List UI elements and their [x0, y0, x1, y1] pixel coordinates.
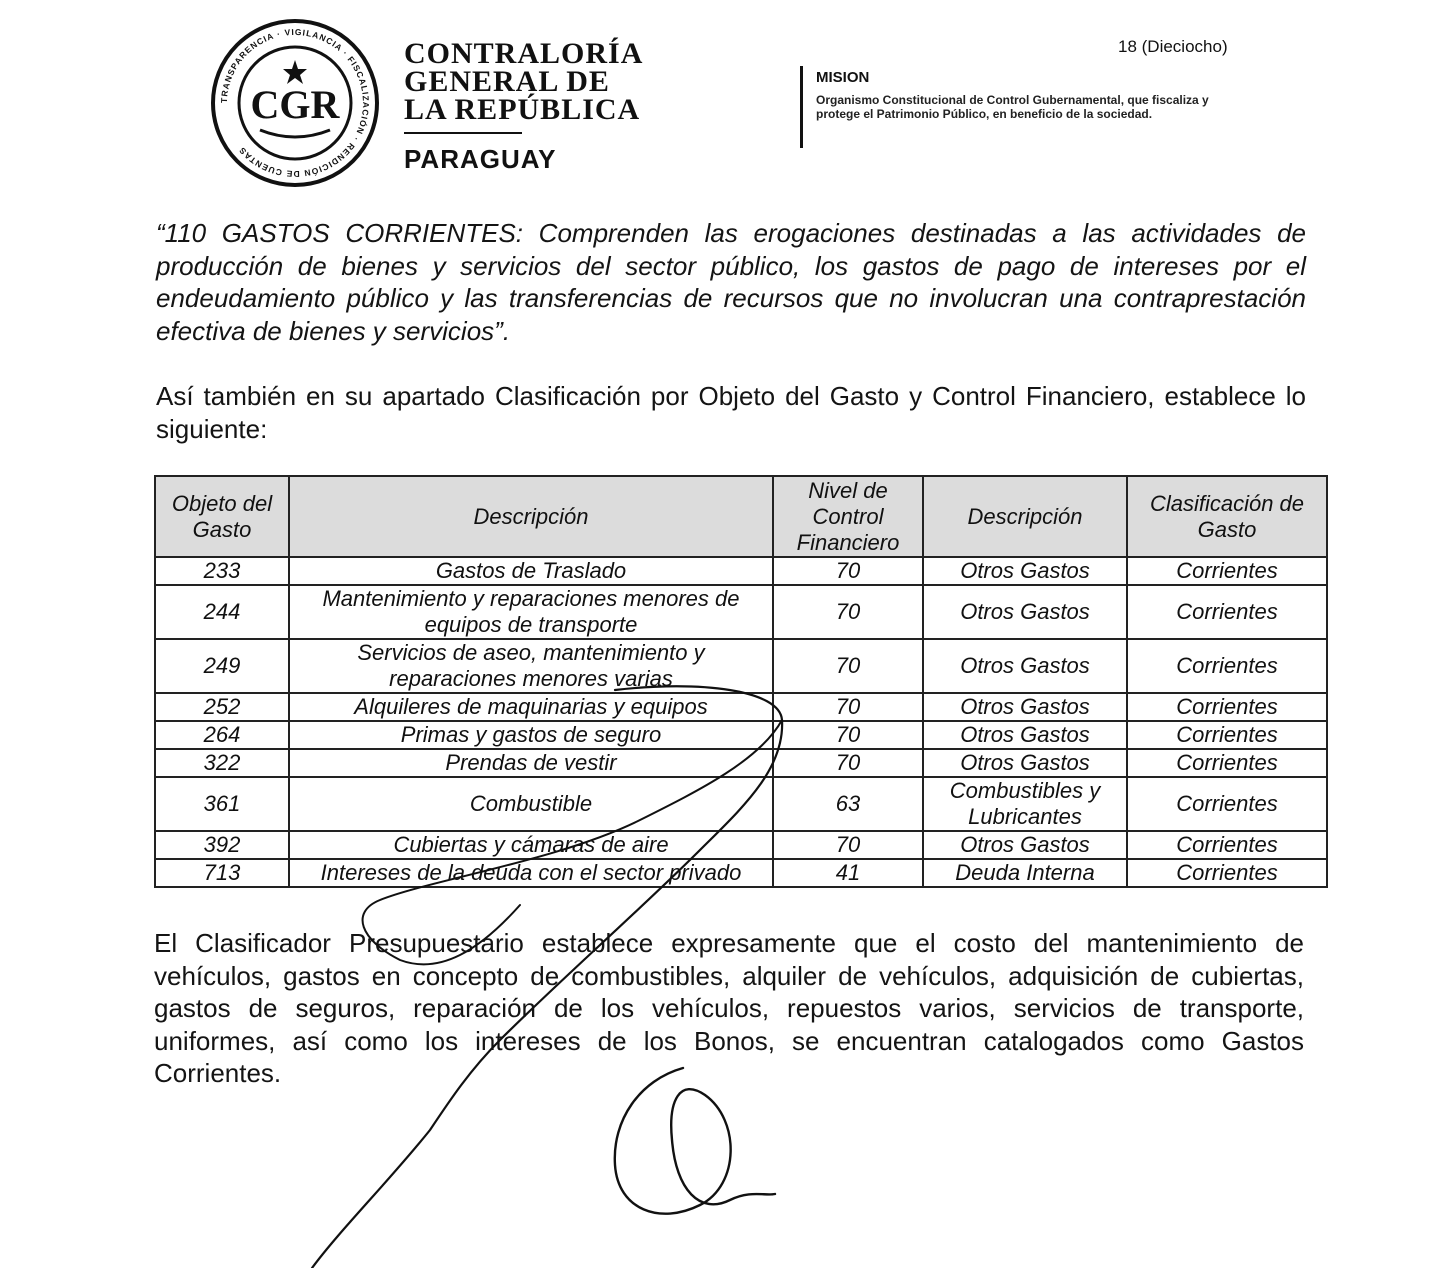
cell-descripcion-control: Combustibles y Lubricantes — [923, 777, 1127, 831]
org-name-line3: LA REPÚBLICA — [404, 93, 641, 126]
cell-nivel: 70 — [773, 557, 923, 585]
cell-descripcion: Combustible — [289, 777, 773, 831]
signature-stroke-initial — [615, 1068, 775, 1214]
cell-objeto: 361 — [155, 777, 289, 831]
table-row — [155, 777, 1327, 831]
cell-descripcion-control: Otros Gastos — [923, 749, 1127, 777]
laurel-icon — [260, 130, 330, 137]
cell-descripcion: Prendas de vestir — [289, 749, 773, 777]
cell-descripcion: Primas y gastos de seguro — [289, 721, 773, 749]
page-number: 18 (Dieciocho) — [1118, 37, 1228, 56]
org-name-line1: CONTRALORÍA — [404, 37, 644, 70]
cgr-seal-logo — [210, 18, 380, 188]
cell-descripcion-control: Otros Gastos — [923, 693, 1127, 721]
header-clasificacion: Clasificación de Gasto — [1127, 476, 1327, 557]
intro-paragraph: Así también en su apartado Clasificación por Objeto del Gasto y Control Financiero, establece lo siguiente: — [156, 381, 1306, 444]
organization-name — [404, 37, 724, 126]
cell-descripcion: Servicios de aseo, mantenimiento y reparaciones menores varias — [289, 639, 773, 693]
table-row — [155, 831, 1327, 859]
closing-paragraph: El Clasificador Presupuestario establece expresamente que el costo del mantenimiento de vehículos, gastos en concepto de combustibles, alquiler de vehículos, adquisición de cubiertas, gastos de seguros, reparación de los vehículos, repuestos varios, servicios de transporte, uniformes, así como los intereses de los Bonos, se encuentran catalogados como Gastos Corrientes. — [154, 928, 1304, 1088]
seal-ring-text: TRANSPARENCIA · VIGILANCIA · FISCALIZACIÓN · RENDICIÓN DE CUENTAS — [218, 26, 372, 180]
table-row — [155, 721, 1327, 749]
mission-divider — [800, 66, 803, 148]
cell-descripcion-control: Deuda Interna — [923, 859, 1127, 887]
table-row — [155, 749, 1327, 777]
cell-clasificacion: Corrientes — [1127, 749, 1327, 777]
cell-nivel: 70 — [773, 721, 923, 749]
cell-descripcion: Cubiertas y cámaras de aire — [289, 831, 773, 859]
cell-clasificacion: Corrientes — [1127, 831, 1327, 859]
cell-nivel: 70 — [773, 831, 923, 859]
cell-objeto: 233 — [155, 557, 289, 585]
cell-clasificacion: Corrientes — [1127, 777, 1327, 831]
expense-classification-table — [154, 475, 1328, 888]
cell-clasificacion: Corrientes — [1127, 639, 1327, 693]
cell-objeto: 264 — [155, 721, 289, 749]
table-row — [155, 585, 1327, 639]
country-name: PARAGUAY — [404, 144, 557, 174]
org-name-line2: GENERAL DE — [404, 65, 610, 98]
cell-descripcion: Gastos de Traslado — [289, 557, 773, 585]
cell-descripcion-control: Otros Gastos — [923, 585, 1127, 639]
table-header-row — [155, 476, 1327, 557]
quote-paragraph: “110 GASTOS CORRIENTES: Comprenden las erogaciones destinadas a las actividades de producción de bienes y servicios del sector público, los gastos de pago de intereses por el endeudamiento público y las transferencias de recursos que no involucran una contraprestación efectiva de bienes y servicios”. — [156, 218, 1306, 346]
cell-objeto: 252 — [155, 693, 289, 721]
mission-label: MISION — [816, 69, 870, 86]
cell-nivel: 70 — [773, 749, 923, 777]
cell-nivel: 41 — [773, 859, 923, 887]
cell-objeto: 244 — [155, 585, 289, 639]
cell-descripcion-control: Otros Gastos — [923, 639, 1127, 693]
table-row — [155, 557, 1327, 585]
cell-objeto: 392 — [155, 831, 289, 859]
cell-nivel: 70 — [773, 585, 923, 639]
cell-descripcion: Mantenimiento y reparaciones menores de equipos de transporte — [289, 585, 773, 639]
cell-descripcion-control: Otros Gastos — [923, 557, 1127, 585]
star-icon — [283, 60, 307, 84]
cell-nivel: 63 — [773, 777, 923, 831]
cell-clasificacion: Corrientes — [1127, 557, 1327, 585]
header-descripcion: Descripción — [289, 476, 773, 557]
cell-clasificacion: Corrientes — [1127, 585, 1327, 639]
cell-descripcion-control: Otros Gastos — [923, 721, 1127, 749]
header-nivel-control: Nivel de Control Financiero — [773, 476, 923, 557]
table-row — [155, 859, 1327, 887]
cell-objeto: 249 — [155, 639, 289, 693]
cell-objeto: 713 — [155, 859, 289, 887]
table-row — [155, 693, 1327, 721]
cell-descripcion-control: Otros Gastos — [923, 831, 1127, 859]
header-divider — [404, 132, 522, 134]
seal-initials: CGR — [250, 82, 340, 127]
cell-descripcion: Intereses de la deuda con el sector privado — [289, 859, 773, 887]
cell-clasificacion: Corrientes — [1127, 721, 1327, 749]
cell-descripcion: Alquileres de maquinarias y equipos — [289, 693, 773, 721]
table-row — [155, 639, 1327, 693]
cell-clasificacion: Corrientes — [1127, 693, 1327, 721]
cell-nivel: 70 — [773, 639, 923, 693]
cell-clasificacion: Corrientes — [1127, 859, 1327, 887]
header-objeto-del-gasto: Objeto del Gasto — [155, 476, 289, 557]
cell-nivel: 70 — [773, 693, 923, 721]
cell-objeto: 322 — [155, 749, 289, 777]
header-descripcion-control: Descripción — [923, 476, 1127, 557]
mission-text: Organismo Constitucional de Control Gubernamental, que fiscaliza y protege el Patrimonio Público, en beneficio de la sociedad. — [816, 93, 1209, 121]
